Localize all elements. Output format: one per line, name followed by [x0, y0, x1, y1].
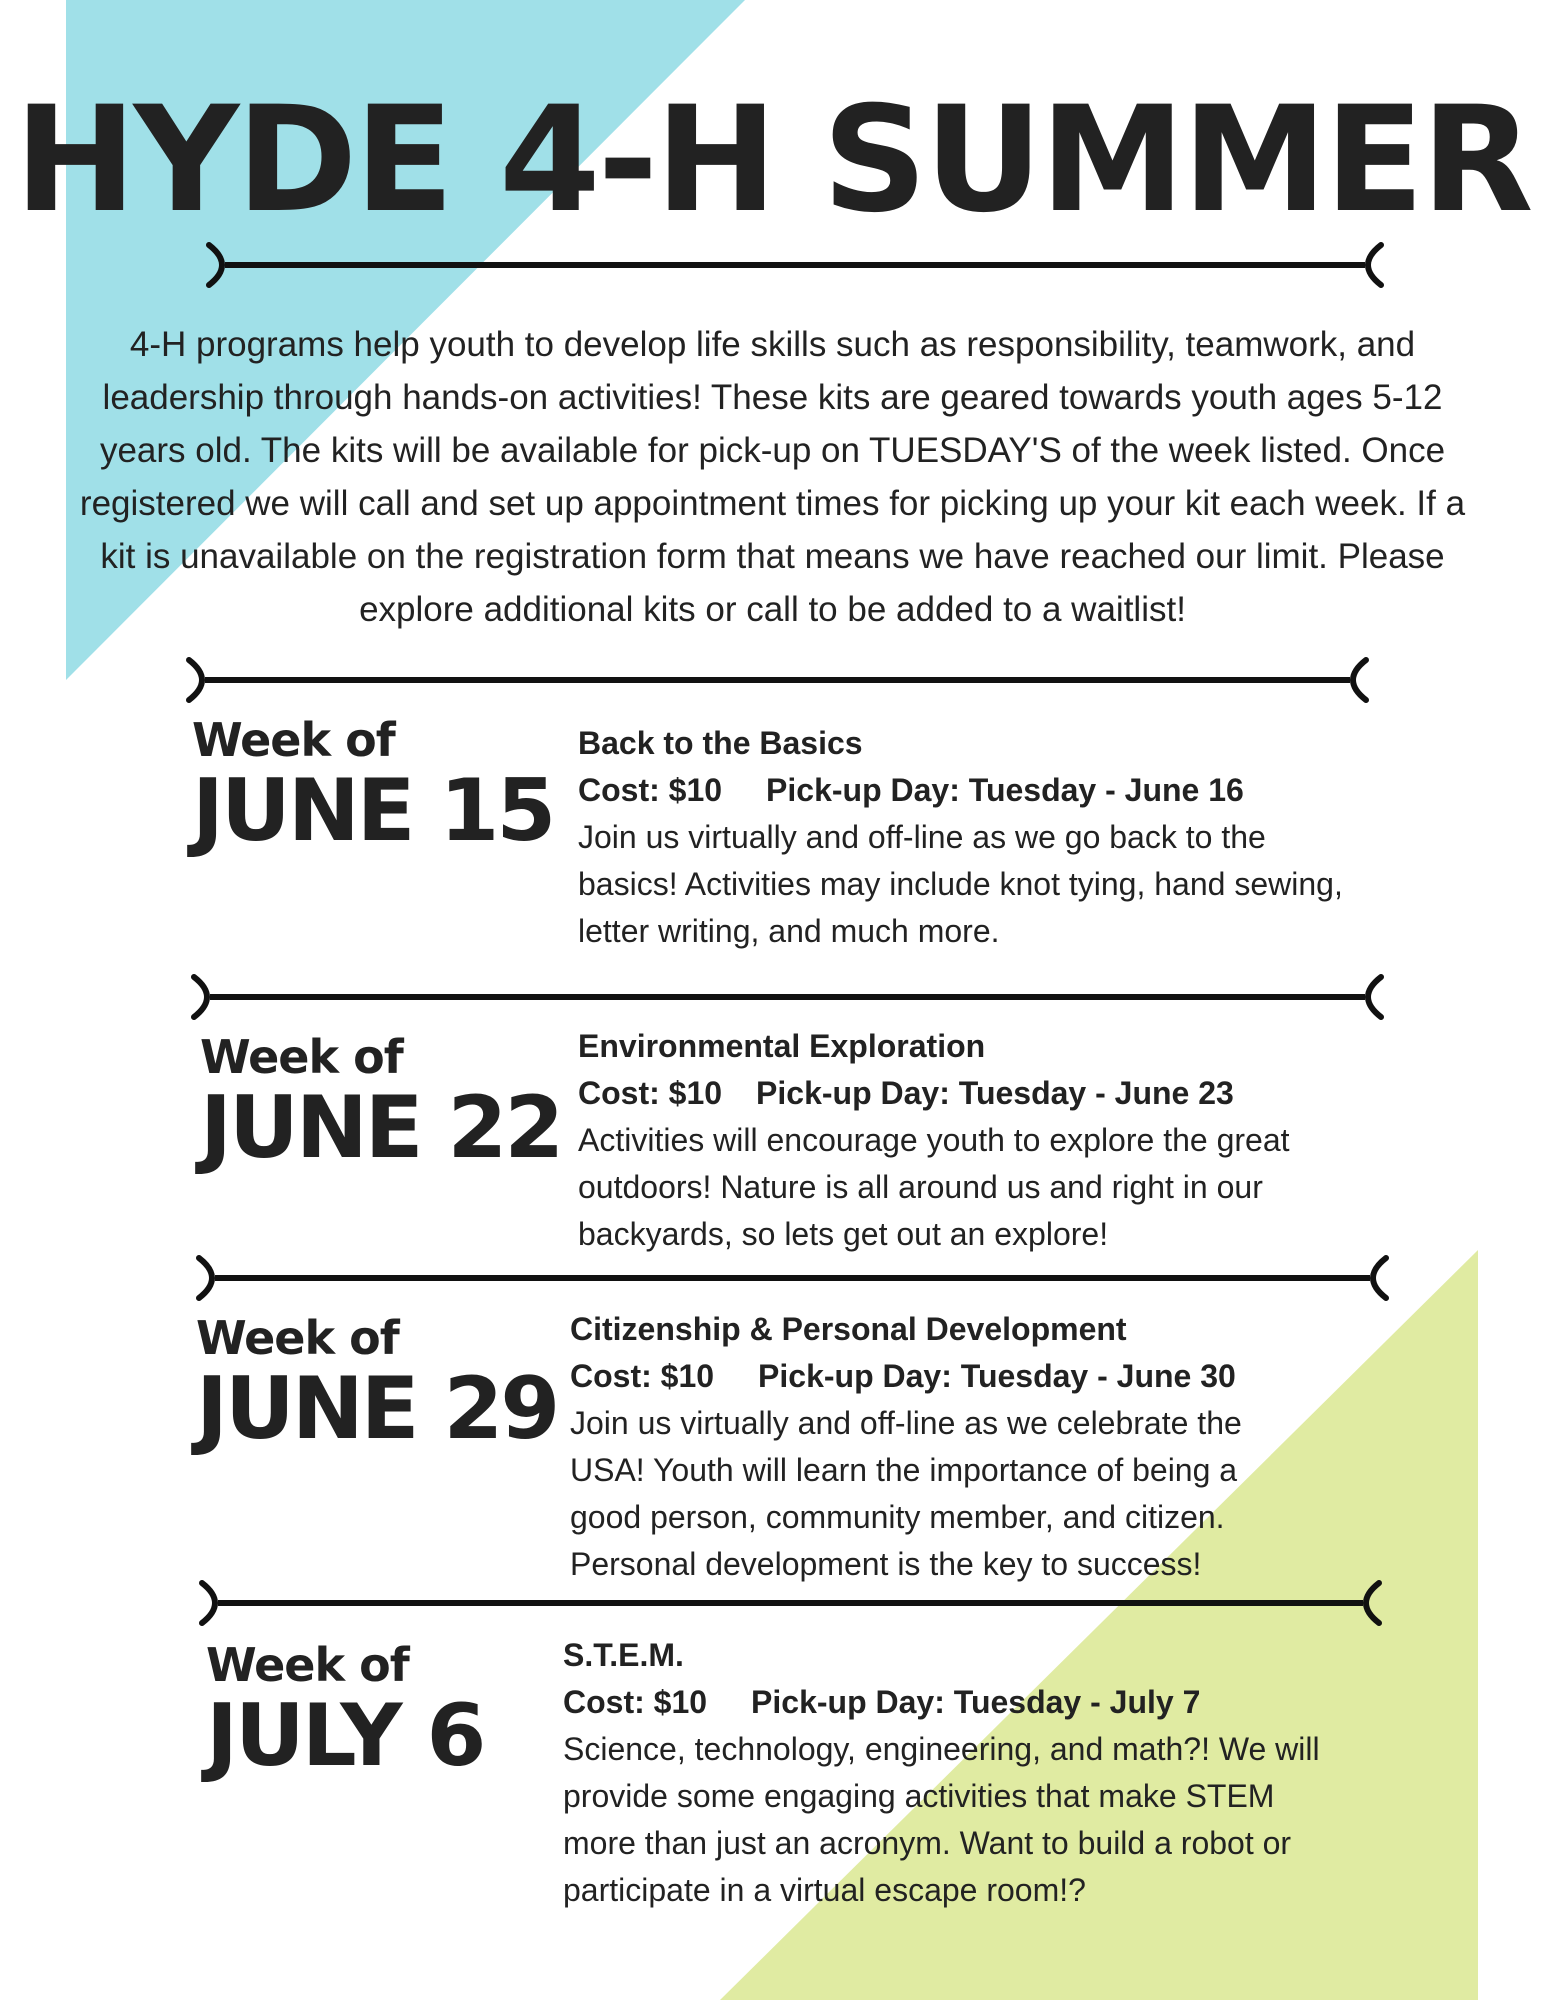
kit-cost: Cost: $10: [563, 1684, 708, 1720]
week-date: JUNE 22: [200, 1078, 562, 1178]
kit-details: [570, 1306, 1310, 1588]
kit-pickup-day: Pick-up Day: Tuesday - June 16: [766, 772, 1244, 808]
kit-details: [563, 1632, 1333, 1914]
kit-cost: Cost: $10: [578, 1075, 723, 1111]
kit-title: Citizenship & Personal Development: [570, 1311, 1127, 1347]
week-of-label: Week of: [196, 1311, 399, 1365]
kit-description: Join us virtually and off-line as we celebrate the USA! Youth will learn the importance of being a good person, community member, and citizen. Personal development is the key to success!: [570, 1405, 1242, 1582]
kit-details: [578, 720, 1358, 955]
page-title: HYDE 4-H SUMMER: [14, 75, 1531, 245]
kit-title: Environmental Exploration: [578, 1028, 986, 1064]
kit-description: Science, technology, engineering, and math?! We will provide some engaging activities that make STEM more than just an acronym. Want to build a robot or participate in a virtual escape room!?: [563, 1731, 1320, 1908]
intro-paragraph: 4-H programs help youth to develop life skills such as responsibility, teamwork, and leadership through hands-on activities! These kits are geared towards youth ages 5-12 years old. The kits will be available for pick-up on TUESDAY'S of the week listed. Once registered we will call and set up appointment times for picking up your kit each week. If a kit is unavailable on the registration form that means we have reached our limit. Please explore additional kits or call to be added to a waitlist!: [79, 325, 1466, 629]
kit-cost-line: [563, 1679, 1333, 1726]
week-label: [200, 1030, 562, 1178]
section-divider: [195, 1253, 1390, 1303]
week-of-label: Week of: [200, 1030, 403, 1084]
week-date: JUNE 29: [196, 1359, 558, 1459]
title-divider: [205, 240, 1385, 290]
section-divider: [190, 972, 1385, 1022]
kit-pickup-day: Pick-up Day: Tuesday - June 30: [758, 1358, 1236, 1394]
week-label: [206, 1638, 484, 1786]
week-of-label: Week of: [192, 713, 395, 767]
section-divider: [185, 655, 1370, 705]
kit-pickup-day: Pick-up Day: Tuesday - July 7: [751, 1684, 1201, 1720]
kit-cost-line: [578, 1070, 1358, 1117]
section-divider: [198, 1578, 1383, 1628]
kit-cost-line: [578, 767, 1358, 814]
kit-title: S.T.E.M.: [563, 1637, 684, 1673]
kit-cost: Cost: $10: [578, 772, 723, 808]
kit-description: Activities will encourage youth to explore the great outdoors! Nature is all around us and right in our backyards, so lets get out an explore!: [578, 1122, 1290, 1252]
kit-title: Back to the Basics: [578, 725, 863, 761]
week-date: JULY 6: [206, 1686, 484, 1786]
week-of-label: Week of: [206, 1638, 409, 1692]
kit-description: Join us virtually and off-line as we go back to the basics! Activities may include knot tying, hand sewing, letter writing, and much more.: [578, 819, 1343, 949]
week-label: [196, 1311, 558, 1459]
kit-details: [578, 1023, 1358, 1258]
kit-pickup-day: Pick-up Day: Tuesday - June 23: [756, 1075, 1234, 1111]
week-label: [192, 713, 554, 861]
kit-cost-line: [570, 1353, 1310, 1400]
week-date: JUNE 15: [192, 761, 554, 861]
kit-cost: Cost: $10: [570, 1358, 715, 1394]
